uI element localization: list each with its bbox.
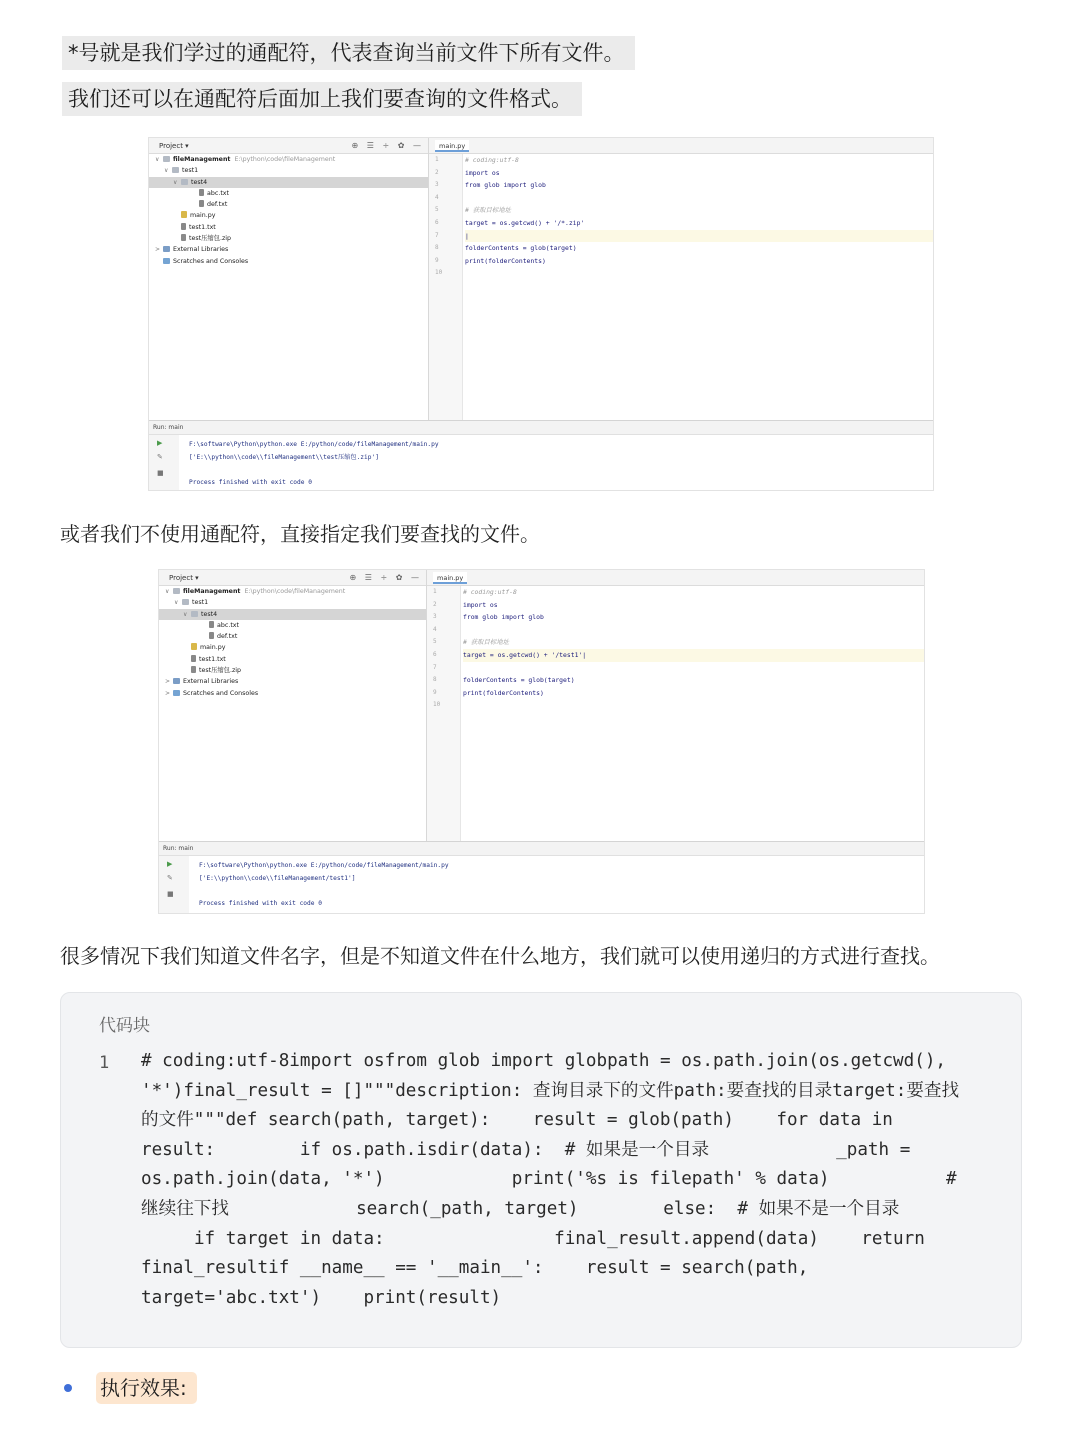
line-number: 2 <box>435 168 439 176</box>
project-label[interactable]: Project ▾ <box>159 142 189 150</box>
txt-icon <box>209 621 214 628</box>
code-line: target = os.getcwd() + '/*.zip' <box>465 218 585 227</box>
folder-icon <box>173 588 180 594</box>
tree-item-label: test压缩包.zip <box>189 235 232 243</box>
line-number: 5 <box>435 206 439 214</box>
zip-icon <box>181 234 186 241</box>
tree-item[interactable] <box>159 665 426 676</box>
line-number: 6 <box>433 650 437 658</box>
tree-item-label: Scratches and Consoles <box>183 689 259 697</box>
run-toolbar <box>149 435 179 490</box>
tree-arrow-icon[interactable]: ∨ <box>174 599 179 607</box>
project-panel <box>149 138 429 420</box>
ide-screenshot-1 <box>148 137 934 491</box>
line-gutter <box>427 586 461 841</box>
run-wrench-icon[interactable]: ✎ <box>157 453 163 461</box>
line-number: 6 <box>435 218 439 226</box>
code-block-title: 代码块 <box>99 1016 150 1036</box>
tree-item-label: test1.txt <box>189 223 216 231</box>
tree-item[interactable] <box>159 676 426 687</box>
run-play-icon[interactable]: ▶ <box>157 439 163 447</box>
code-block-line: final_resultif __name__ == '__main__': result = search(path, <box>141 1258 809 1279</box>
txt-icon <box>181 223 186 230</box>
line-number: 3 <box>435 181 439 189</box>
tree-item[interactable] <box>149 244 428 255</box>
exec-result-label: 执行效果: <box>96 1372 197 1404</box>
intro-line-4: 很多情况下我们知道文件名字，但是不知道文件在什么地方，我们就可以使用递归的方式进行查找。 <box>60 944 940 968</box>
code-line <box>463 624 924 637</box>
code-block-line: 继续往下找 search(_path, target) else: # 如果不是一个目录 <box>141 1198 900 1219</box>
run-stop-icon[interactable]: ■ <box>157 469 164 477</box>
code-line <box>465 267 933 280</box>
output-line: ['E:\\python\\code\\fileManagement\\test压缩包.zip'] <box>189 453 379 461</box>
editor-panel <box>427 570 924 841</box>
tree-item-label: def.txt <box>207 201 228 209</box>
tab-main-py[interactable]: main.py <box>435 140 469 152</box>
txt-icon <box>191 655 196 662</box>
editor-tabbar <box>427 570 924 586</box>
code-line <box>463 662 924 675</box>
tree-item-label: test压缩包.zip <box>199 667 242 675</box>
code-block-line: if target in data: final_result.append(data) return <box>141 1228 925 1249</box>
tree-item[interactable] <box>149 233 428 244</box>
code-line: # coding:utf-8 <box>465 156 519 164</box>
code-block-line: 的文件"""def search(path, target): result = glob(path) for data in <box>141 1110 893 1131</box>
run-wrench-icon[interactable]: ✎ <box>167 874 173 882</box>
tree-arrow-icon[interactable]: > <box>155 246 161 254</box>
lib-icon <box>163 246 170 252</box>
tree-item[interactable] <box>149 188 428 199</box>
tree-item-label: abc.txt <box>207 189 229 197</box>
txt-icon <box>209 632 214 639</box>
run-play-icon[interactable]: ▶ <box>167 860 173 868</box>
line-number: 7 <box>435 231 439 239</box>
line-number: 1 <box>433 588 437 595</box>
tree-item-label: main.py <box>200 644 226 652</box>
tree-item[interactable] <box>149 154 428 165</box>
code-line: from glob import glob <box>463 613 544 622</box>
intro-line-1: *号就是我们学过的通配符，代表查询当前文件下所有文件。 <box>62 36 635 70</box>
tree-arrow-icon[interactable]: ∨ <box>164 167 169 175</box>
scr-icon <box>163 258 170 264</box>
txt-icon <box>199 189 204 196</box>
project-toolbar-icons[interactable]: ⊕ ☰ ÷ ✿ — <box>351 141 424 150</box>
code-line: print(folderContents) <box>465 256 546 265</box>
tree-item[interactable] <box>149 210 428 221</box>
code-line <box>465 192 933 205</box>
tree-item[interactable] <box>159 642 426 653</box>
code-block <box>60 992 1022 1348</box>
project-panel-header <box>149 138 428 154</box>
project-label[interactable]: Project ▾ <box>169 574 199 582</box>
run-header: Run: main <box>159 842 924 856</box>
tree-item[interactable] <box>149 177 428 188</box>
zip-icon <box>191 666 196 673</box>
line-number: 10 <box>433 701 441 709</box>
line-number: 2 <box>433 600 437 608</box>
tree-arrow-icon[interactable]: ∨ <box>173 178 178 186</box>
run-stop-icon[interactable]: ■ <box>167 890 174 898</box>
tree-item[interactable] <box>159 586 426 597</box>
output-line: F:\software\Python\python.exe E:/python/code/fileManagement/main.py <box>199 862 449 869</box>
tree-arrow-icon[interactable]: > <box>165 689 171 697</box>
line-gutter <box>429 154 463 420</box>
tree-item-label: def.txt <box>217 633 238 641</box>
code-block-line: result: if os.path.isdir(data): # 如果是一个目录 _path = <box>141 1139 911 1160</box>
tree-item-label: fileManagement <box>173 156 231 163</box>
code-area[interactable] <box>465 154 933 280</box>
code-block-line: target='abc.txt') print(result) <box>141 1287 502 1308</box>
editor-panel <box>429 138 933 420</box>
code-block-line: os.path.join(data, '*') print('%s is filepath' % data) # <box>141 1169 957 1190</box>
line-number: 3 <box>433 613 437 621</box>
editor-tabbar <box>429 138 933 154</box>
run-panel <box>149 420 933 490</box>
project-panel <box>159 570 427 841</box>
tree-item-path: E:\python\code\fileManagement <box>234 156 336 163</box>
line-number: 10 <box>435 269 443 277</box>
run-output <box>199 860 924 910</box>
tree-item[interactable] <box>159 688 426 699</box>
tab-main-py[interactable]: main.py <box>433 572 467 584</box>
code-line <box>463 699 924 712</box>
project-tree <box>149 154 428 267</box>
tree-arrow-icon[interactable]: > <box>165 678 171 686</box>
output-line: Process finished with exit code 0 <box>189 478 312 486</box>
project-toolbar-icons[interactable]: ⊕ ☰ ÷ ✿ — <box>349 573 422 582</box>
py-icon <box>181 211 187 218</box>
line-number: 7 <box>433 663 437 671</box>
py-icon <box>191 643 197 650</box>
output-line <box>189 464 933 477</box>
tree-arrow-icon[interactable]: ∨ <box>183 610 188 618</box>
code-block-content[interactable] <box>141 1047 1001 1313</box>
output-line: Process finished with exit code 0 <box>199 899 322 907</box>
tree-arrow-icon[interactable]: ∨ <box>165 588 170 595</box>
code-line: target = os.getcwd() + '/test1'| <box>463 649 924 662</box>
scr-icon <box>173 690 180 696</box>
project-panel-header <box>159 570 426 586</box>
line-number: 5 <box>433 638 437 646</box>
code-line: folderContents = glob(target) <box>465 244 577 253</box>
line-number: 8 <box>433 676 437 684</box>
tree-item-label: External Libraries <box>183 678 239 686</box>
tree-item[interactable] <box>149 256 428 267</box>
tree-item[interactable] <box>149 199 428 210</box>
tree-item-label: External Libraries <box>173 246 229 254</box>
output-line: ['E:\\python\\code\\fileManagement/test1'] <box>199 874 356 882</box>
tree-item-label: test1.txt <box>199 655 226 663</box>
tree-item[interactable] <box>159 597 426 608</box>
output-line <box>199 885 924 898</box>
tree-item-label: Scratches and Consoles <box>173 257 249 265</box>
tree-item-label: test1 <box>192 599 209 607</box>
tree-arrow-icon[interactable]: ∨ <box>155 156 160 163</box>
code-line: # 获取目标地址 <box>465 206 512 215</box>
run-panel <box>159 841 924 913</box>
folder-icon <box>182 599 189 605</box>
tree-item[interactable] <box>159 654 426 665</box>
code-line: # coding:utf-8 <box>463 588 517 596</box>
code-block-line: '*')final_result = []"""description: 查询目录下的文件path:要查找的目录target:要查找 <box>141 1080 960 1101</box>
output-line: F:\software\Python\python.exe E:/python/code/fileManagement/main.py <box>189 441 439 448</box>
tree-item-label: main.py <box>190 212 216 220</box>
code-line: folderContents = glob(target) <box>463 676 575 685</box>
folder-icon <box>163 156 170 162</box>
line-number: 4 <box>433 625 437 633</box>
tree-item-label: test1 <box>182 167 199 175</box>
folder-icon <box>181 179 188 185</box>
code-line: import os <box>463 600 498 609</box>
lib-icon <box>173 678 180 684</box>
tree-item[interactable] <box>159 631 426 642</box>
code-line: # 获取目标地址 <box>463 638 510 647</box>
code-area[interactable] <box>463 586 924 712</box>
line-number: 8 <box>435 244 439 252</box>
tree-item[interactable] <box>159 609 426 620</box>
code-line: import os <box>465 168 500 177</box>
tree-item-label: abc.txt <box>217 621 239 629</box>
code-block-line: # coding:utf-8import osfrom glob import globpath = os.path.join(os.getcwd(), <box>141 1051 947 1071</box>
tree-item-label: fileManagement <box>183 588 241 595</box>
code-line: print(folderContents) <box>463 688 544 697</box>
folder-icon <box>172 167 179 173</box>
intro-line-2: 我们还可以在通配符后面加上我们要查询的文件格式。 <box>62 82 582 116</box>
run-output <box>189 439 933 489</box>
tree-item-path: E:\python\code\fileManagement <box>244 588 346 595</box>
run-header: Run: main <box>149 421 933 435</box>
tree-item[interactable] <box>149 165 428 176</box>
code-line: | <box>465 230 933 243</box>
tree-item-label: test4 <box>191 178 208 186</box>
line-number: 9 <box>435 256 439 264</box>
code-line: from glob import glob <box>465 181 546 190</box>
intro-line-3: 或者我们不使用通配符，直接指定我们要查找的文件。 <box>60 522 540 546</box>
run-toolbar <box>159 856 189 913</box>
tree-item-label: test4 <box>201 610 218 618</box>
project-tree <box>159 586 426 699</box>
code-line-number: 1 <box>99 1053 110 1073</box>
line-number: 9 <box>433 688 437 696</box>
tree-item[interactable] <box>149 222 428 233</box>
bullet-dot-icon <box>64 1384 72 1392</box>
txt-icon <box>199 200 204 207</box>
line-number: 4 <box>435 193 439 201</box>
tree-item[interactable] <box>159 620 426 631</box>
ide-screenshot-2 <box>158 569 925 914</box>
line-number: 1 <box>435 156 439 163</box>
folder-icon <box>191 611 198 617</box>
